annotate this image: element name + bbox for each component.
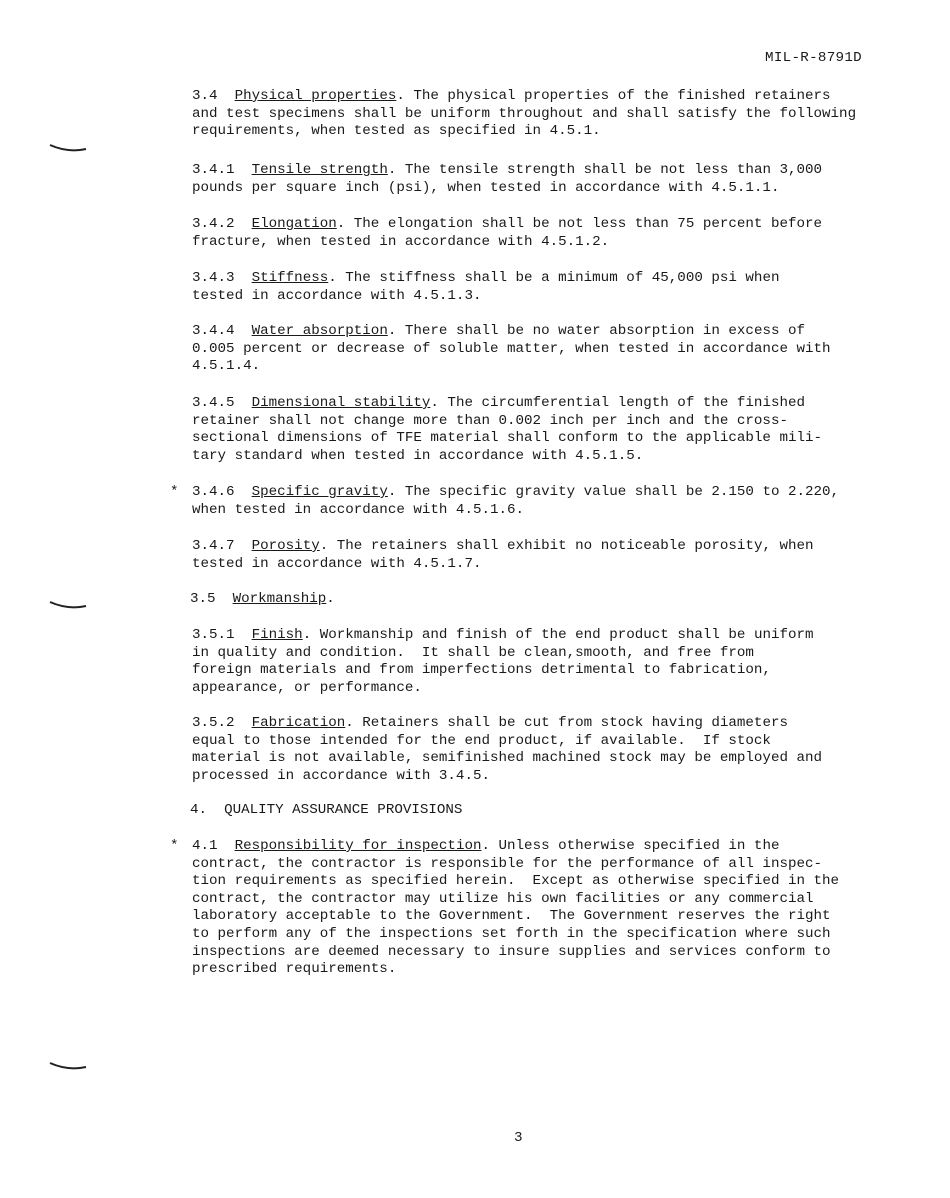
paragraph-line: prescribed requirements. — [192, 961, 397, 978]
paragraph-text: . The tensile strength shall be not less than 3,000 — [387, 162, 823, 178]
paragraph-text: . The elongation shall be not less than 75 percent before — [336, 216, 823, 232]
paragraph-text: . — [326, 591, 335, 607]
punch-hole-mark — [48, 600, 88, 610]
paragraph-4 — [190, 802, 890, 820]
paragraph-text: . The retainers shall exhibit no noticeable porosity, when — [319, 538, 814, 554]
paragraph-text: . There shall be no water absorption in excess of — [387, 323, 806, 339]
revision-marker: * — [170, 484, 179, 500]
paragraph-line: contract, the contractor is responsible for the performance of all inspec- — [192, 855, 823, 872]
paragraph-number: 3.4.4 — [192, 323, 252, 339]
paragraph-title: Dimensional stability — [251, 395, 431, 411]
paragraph-3-4-3 — [192, 270, 892, 305]
paragraph-text: . The physical properties of the finished retainers — [396, 88, 831, 104]
paragraph-line: inspections are deemed necessary to insure supplies and services conform to — [192, 943, 831, 960]
paragraph-number: 3.4.3 — [192, 270, 252, 286]
paragraph-line: fracture, when tested in accordance with 4.5.1.2. — [192, 233, 610, 250]
paragraph-line: 0.005 percent or decrease of soluble matter, when tested in accordance with — [192, 340, 831, 357]
paragraph-line: processed in accordance with 3.4.5. — [192, 767, 490, 784]
paragraph-title: Specific gravity — [251, 484, 388, 500]
paragraph-line: in quality and condition. It shall be clean,smooth, and free from — [192, 644, 754, 661]
paragraph-line: requirements, when tested as specified in 4.5.1. — [192, 123, 601, 140]
paragraph-line: contract, the contractor may utilize his own facilities or any commercial — [192, 890, 814, 907]
paragraph-line: pounds per square inch (psi), when tested in accordance with 4.5.1.1. — [192, 179, 780, 196]
paragraph-line: sectional dimensions of TFE material shall conform to the applicable mili- — [192, 430, 823, 447]
paragraph-4-1 — [192, 838, 892, 979]
paragraph-3-4-1 — [192, 162, 892, 197]
paragraph-number: 3.5.1 — [192, 627, 252, 643]
paragraph-3-5-2 — [192, 715, 892, 785]
paragraph-title: Responsibility for inspection — [234, 838, 482, 854]
paragraph-line: foreign materials and from imperfections detrimental to fabrication, — [192, 662, 771, 679]
paragraph-text: QUALITY ASSURANCE PROVISIONS — [224, 802, 463, 818]
paragraph-line: and test specimens shall be uniform throughout and shall satisfy the following — [192, 105, 857, 122]
paragraph-line: material is not available, semifinished machined stock may be employed and — [192, 750, 823, 767]
paragraph-3-4-7 — [192, 538, 892, 573]
paragraph-title: Fabrication — [251, 715, 346, 731]
paragraph-text: . The specific gravity value shall be 2.150 to 2.220, — [387, 484, 840, 500]
paragraph-text: . The stiffness shall be a minimum of 45,000 psi when — [328, 270, 780, 286]
paragraph-3-4-6 — [192, 484, 892, 519]
paragraph-number: 3.4.5 — [192, 395, 252, 411]
paragraph-number: 3.5.2 — [192, 715, 252, 731]
punch-hole-mark — [48, 143, 88, 153]
paragraph-line: appearance, or performance. — [192, 679, 422, 696]
paragraph-text: . Workmanship and finish of the end product shall be uniform — [302, 627, 814, 643]
paragraph-title: Elongation — [251, 216, 337, 232]
paragraph-number: 3.4.7 — [192, 538, 252, 554]
paragraph-text: . Retainers shall be cut from stock having diameters — [345, 715, 788, 731]
paragraph-3-4-5 — [192, 395, 892, 465]
revision-marker: * — [170, 838, 179, 854]
paragraph-line: when tested in accordance with 4.5.1.6. — [192, 501, 525, 518]
paragraph-title: Porosity — [251, 538, 320, 554]
paragraph-3-4 — [192, 88, 892, 141]
paragraph-number: 3.4.6 — [192, 484, 252, 500]
paragraph-title: Finish — [251, 627, 303, 643]
paragraph-line: tested in accordance with 4.5.1.3. — [192, 287, 482, 304]
paragraph-line: tion requirements as specified herein. Except as otherwise specified in the — [192, 873, 840, 890]
paragraph-text: . Unless otherwise specified in the — [481, 838, 780, 854]
paragraph-3-5 — [190, 591, 890, 609]
paragraph-title: Water absorption — [251, 323, 388, 339]
paragraph-line: laboratory acceptable to the Government. The Government reserves the right — [192, 908, 831, 925]
paragraph-number: 3.4.2 — [192, 216, 252, 232]
document-id: MIL-R-8791D — [765, 50, 862, 66]
paragraph-number: 4.1 — [192, 838, 235, 854]
paragraph-line: 4.5.1.4. — [192, 358, 261, 375]
paragraph-title: Physical properties — [234, 88, 397, 104]
paragraph-number: 3.5 — [190, 591, 233, 607]
paragraph-3-4-4 — [192, 323, 892, 376]
paragraph-title: Stiffness — [251, 270, 329, 286]
paragraph-line: retainer shall not change more than 0.002 inch per inch and the cross- — [192, 412, 788, 429]
paragraph-3-5-1 — [192, 627, 892, 697]
paragraph-line: to perform any of the inspections set forth in the specification where such — [192, 925, 831, 942]
paragraph-3-4-2 — [192, 216, 892, 251]
paragraph-line: equal to those intended for the end product, if available. If stock — [192, 732, 771, 749]
punch-hole-mark — [48, 1061, 88, 1071]
page-number: 3 — [514, 1130, 523, 1146]
paragraph-number: 3.4 — [192, 88, 235, 104]
paragraph-line: tested in accordance with 4.5.1.7. — [192, 555, 482, 572]
paragraph-line: tary standard when tested in accordance with 4.5.1.5. — [192, 447, 644, 464]
paragraph-number: 3.4.1 — [192, 162, 252, 178]
paragraph-title: Workmanship — [232, 591, 327, 607]
paragraph-text: . The circumferential length of the finished — [430, 395, 806, 411]
paragraph-title: Tensile strength — [251, 162, 388, 178]
paragraph-number: 4. — [190, 802, 225, 818]
